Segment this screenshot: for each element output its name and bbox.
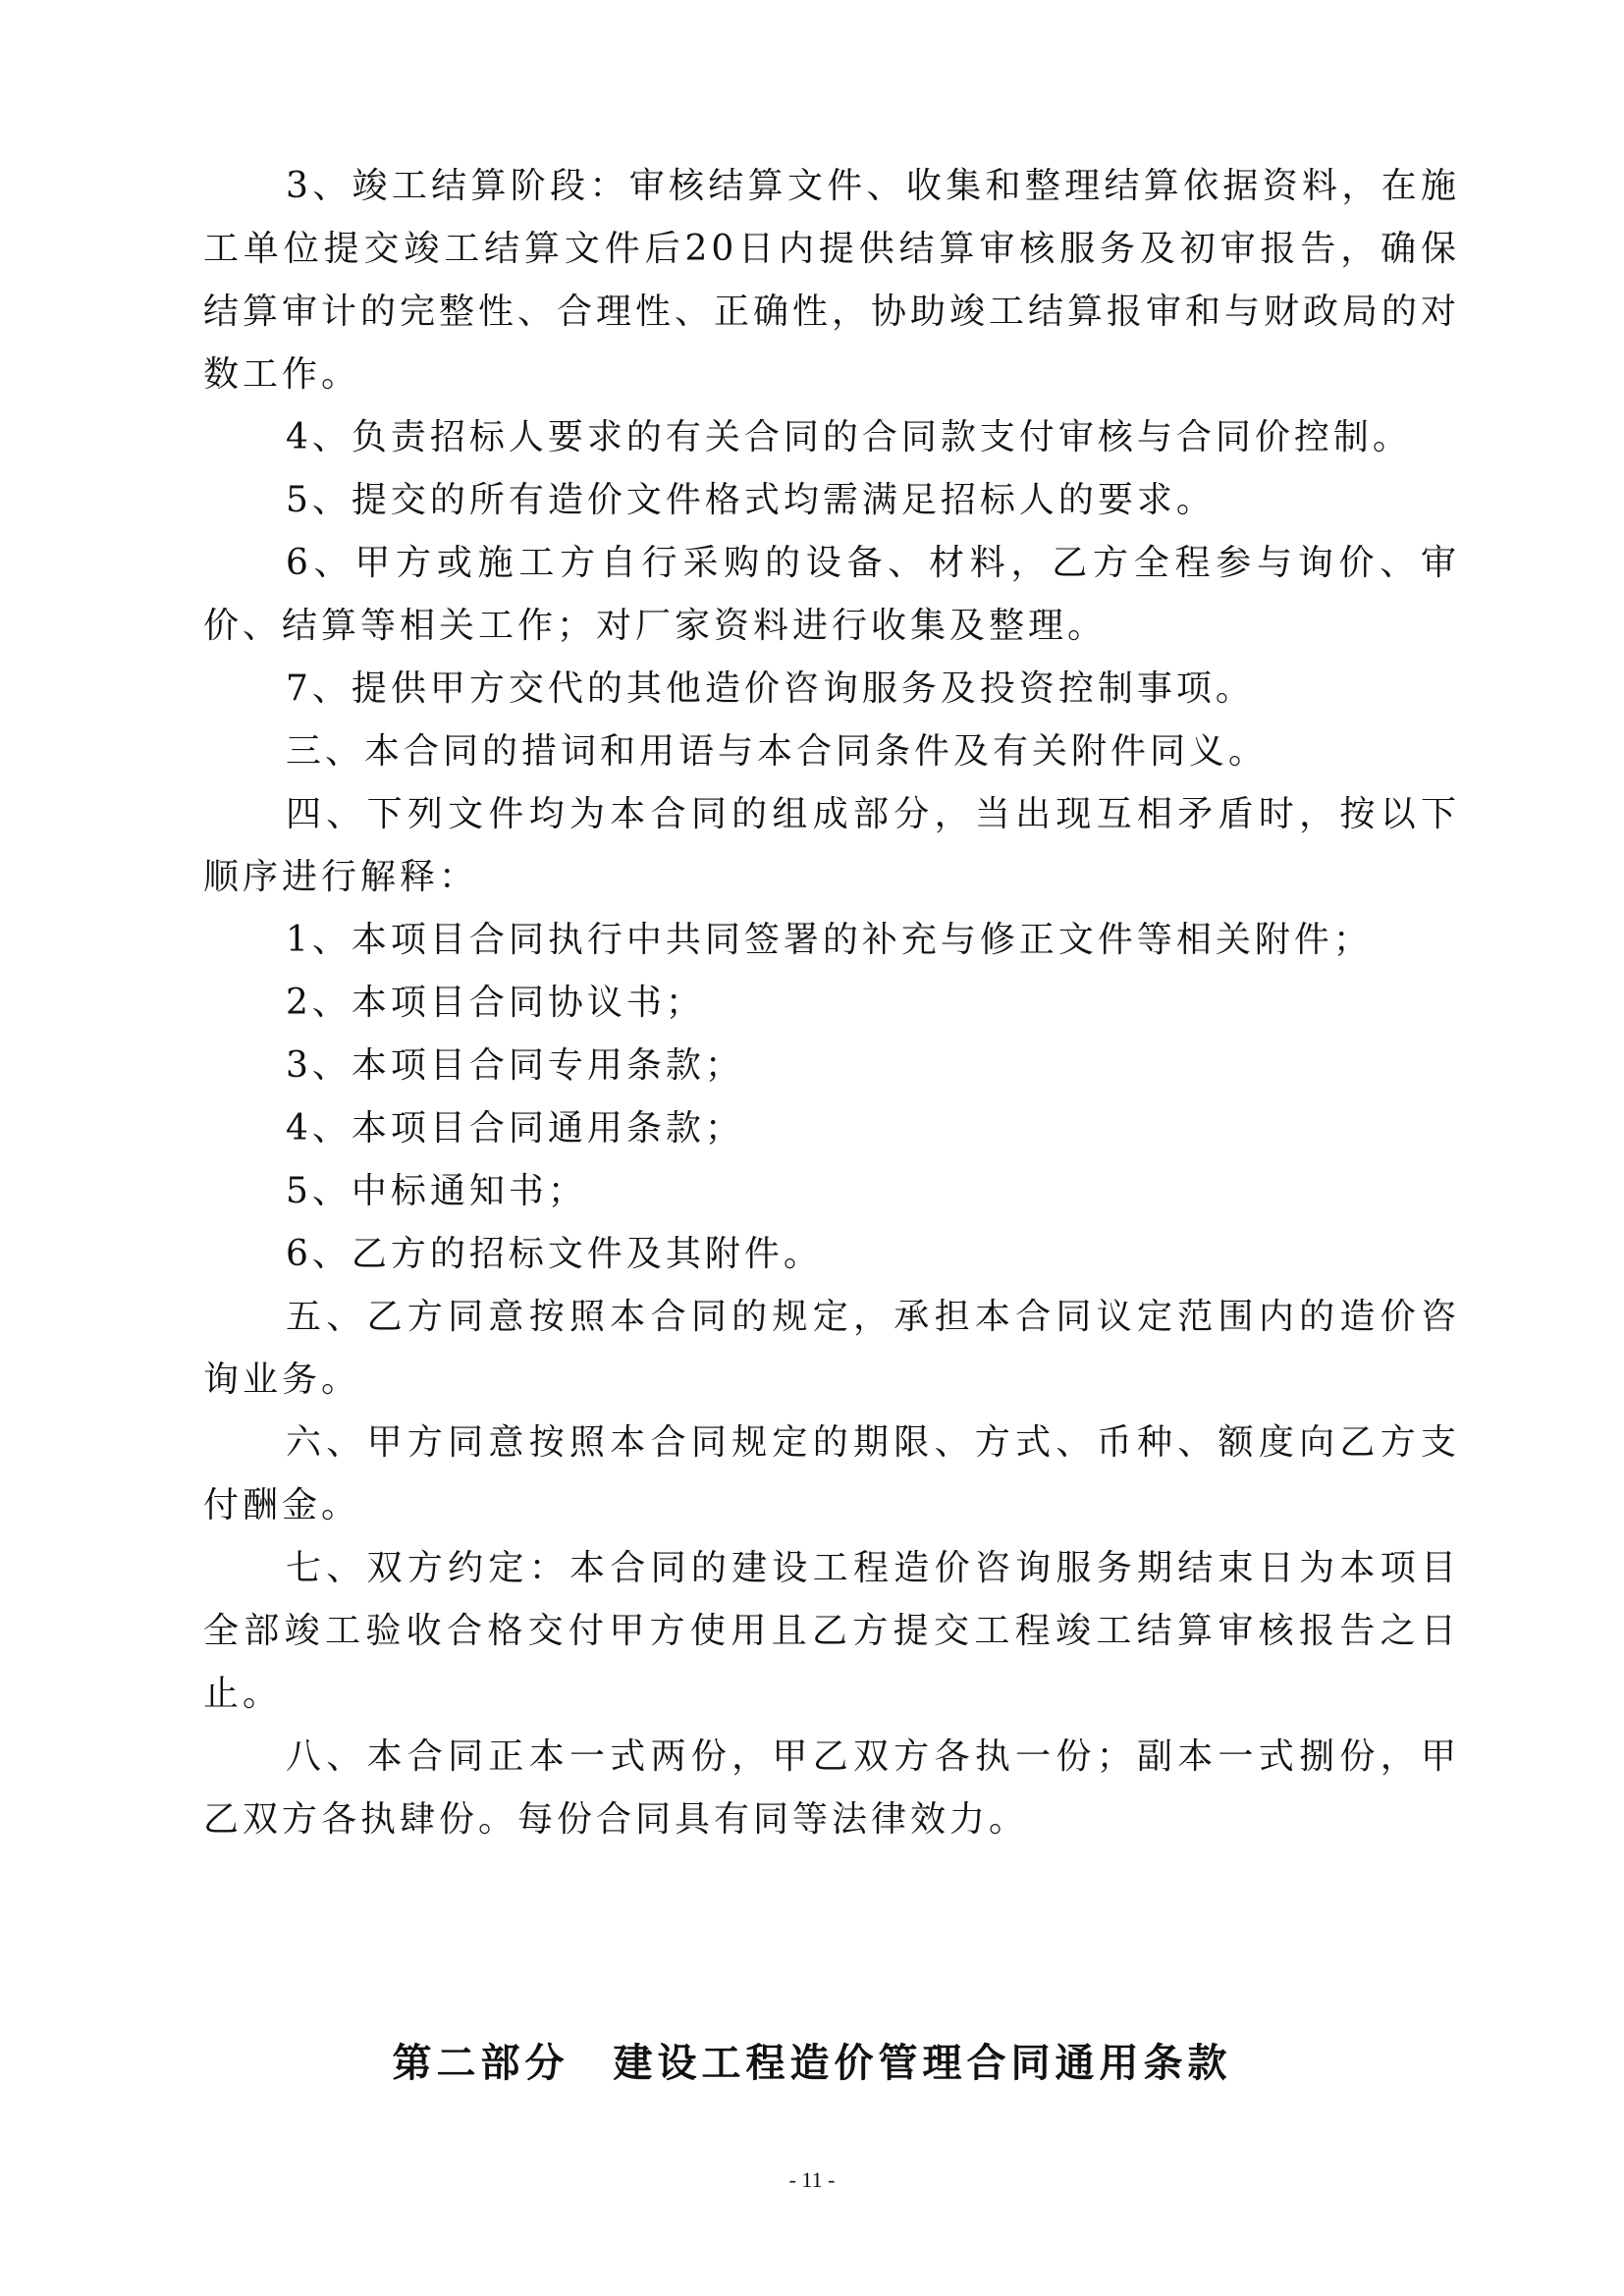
list-item-document-order-3: 3、本项目合同专用条款； (286, 1045, 744, 1086)
list-item-document-order-1: 1、本项目合同执行中共同签署的补充与修正文件等相关附件； (286, 920, 1373, 960)
paragraph-procurement: 6、甲方或施工方自行采购的设备、材料，乙方全程参与询价、审价、结算等相关工作；对厂家资料进行收集及整理。 (203, 543, 1460, 646)
paragraph-file-format: 5、提交的所有造价文件格式均需满足招标人的要求。 (286, 480, 1216, 520)
list-item-document-order-2: 2、本项目合同协议书； (286, 983, 705, 1023)
list-item-document-order-4: 4、本项目合同通用条款； (286, 1108, 744, 1148)
paragraph-clause-seven: 七、双方约定：本合同的建设工程造价咨询服务期结束日为本项目全部竣工验收合格交付甲方使用且乙方提交工程竣工结算审核报告之日止。 (203, 1548, 1460, 1714)
paragraph-clause-six: 六、甲方同意按照本合同规定的期限、方式、币种、额度向乙方支付酬金。 (203, 1422, 1460, 1525)
paragraph-clause-eight: 八、本合同正本一式两份，甲乙双方各执一份；副本一式捌份，甲乙双方各执肆份。每份合同具有同等法律效力。 (203, 1736, 1460, 1840)
page-number: - 11 - (788, 2167, 836, 2192)
document-body (203, 155, 1460, 1851)
section-title: 第二部分 建设工程造价管理合同通用条款 (392, 2041, 1232, 2086)
list-item-document-order-6: 6、乙方的招标文件及其附件。 (286, 1234, 823, 1274)
paragraph-settlement-stage: 3、竣工结算阶段：审核结算文件、收集和整理结算依据资料，在施工单位提交竣工结算文件后20日内提供结算审核服务及初审报告，确保结算审计的完整性、合理性、正确性，协助竣工结算报审和与财政局的对数工作。 (203, 166, 1461, 395)
list-item-document-order-5: 5、中标通知书； (286, 1171, 587, 1211)
paragraph-other-services: 7、提供甲方交代的其他造价咨询服务及投资控制事项。 (286, 668, 1255, 709)
paragraph-clause-three: 三、本合同的措词和用语与本合同条件及有关附件同义。 (286, 731, 1269, 772)
paragraph-payment-review: 4、负责招标人要求的有关合同的合同款支付审核与合同价控制。 (286, 417, 1412, 457)
paragraph-clause-four: 四、下列文件均为本合同的组成部分，当出现互相矛盾时，按以下顺序进行解释： (203, 794, 1460, 897)
paragraph-clause-five: 五、乙方同意按照本合同的规定，承担本合同议定范围内的造价咨询业务。 (203, 1297, 1460, 1400)
